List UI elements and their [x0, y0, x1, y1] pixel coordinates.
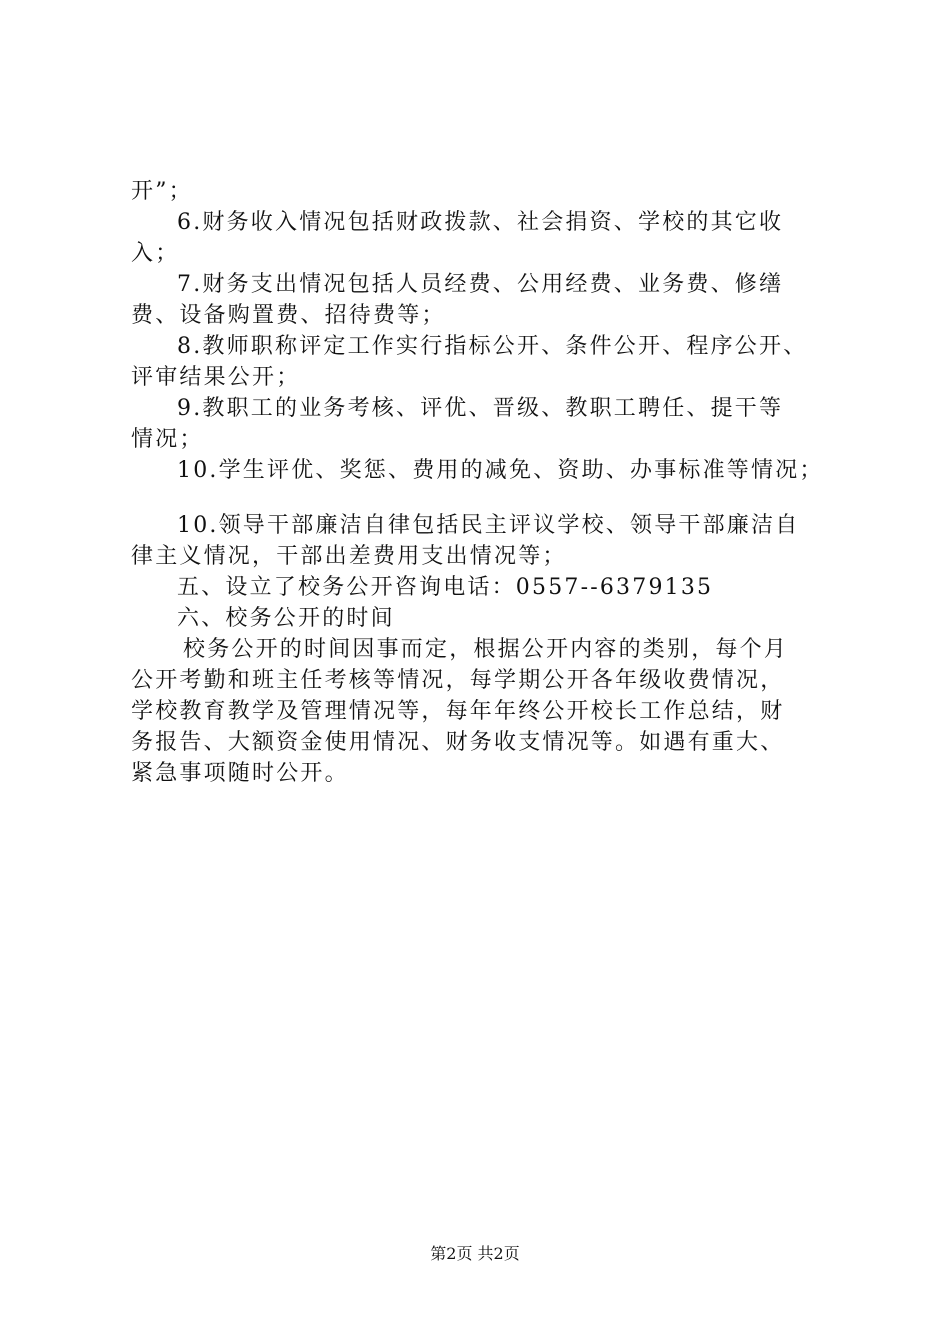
text-line: 紧急事项随时公开。: [131, 761, 349, 786]
text-line: 评审结果公开；: [131, 365, 301, 390]
text-line: 公开考勤和班主任考核等情况，每学期公开各年级收费情况，: [131, 668, 785, 693]
text-line: 7.财务支出情况包括人员经费、公用经费、业务费、修缮: [177, 272, 784, 297]
text-line: 情况；: [131, 427, 204, 452]
text-line: 10.领导干部廉洁自律包括民主评议学校、领导干部廉洁自: [177, 513, 800, 538]
text-line: 费、设备购置费、招待费等；: [131, 303, 446, 328]
text-line: 六、校务公开的时间: [177, 606, 395, 631]
page-number-footer: 第2页 共2页: [430, 1244, 520, 1263]
text-line: 学校教育教学及管理情况等，每年年终公开校长工作总结，财: [131, 699, 785, 724]
text-line: 8.教师职称评定工作实行指标公开、条件公开、程序公开、: [177, 334, 808, 359]
paragraph-gap: [131, 486, 851, 510]
text-line: 五、设立了校务公开咨询电话：0557--6379135: [177, 575, 714, 600]
text-line: 6.财务收入情况包括财政拨款、社会捐资、学校的其它收: [177, 210, 784, 235]
text-line: 务报告、大额资金使用情况、财务收支情况等。如遇有重大、: [131, 730, 785, 755]
text-line: 律主义情况，干部出差费用支出情况等；: [131, 544, 567, 569]
text-line: 入；: [131, 241, 180, 266]
text-line: 开”；: [131, 179, 193, 204]
document-body: [131, 176, 851, 789]
text-line: 校务公开的时间因事而定，根据公开内容的类别，每个月: [183, 637, 789, 662]
text-line: 10.学生评优、奖惩、费用的减免、资助、办事标准等情况；: [177, 458, 824, 483]
text-line: 9.教职工的业务考核、评优、晋级、教职工聘任、提干等: [177, 396, 784, 421]
